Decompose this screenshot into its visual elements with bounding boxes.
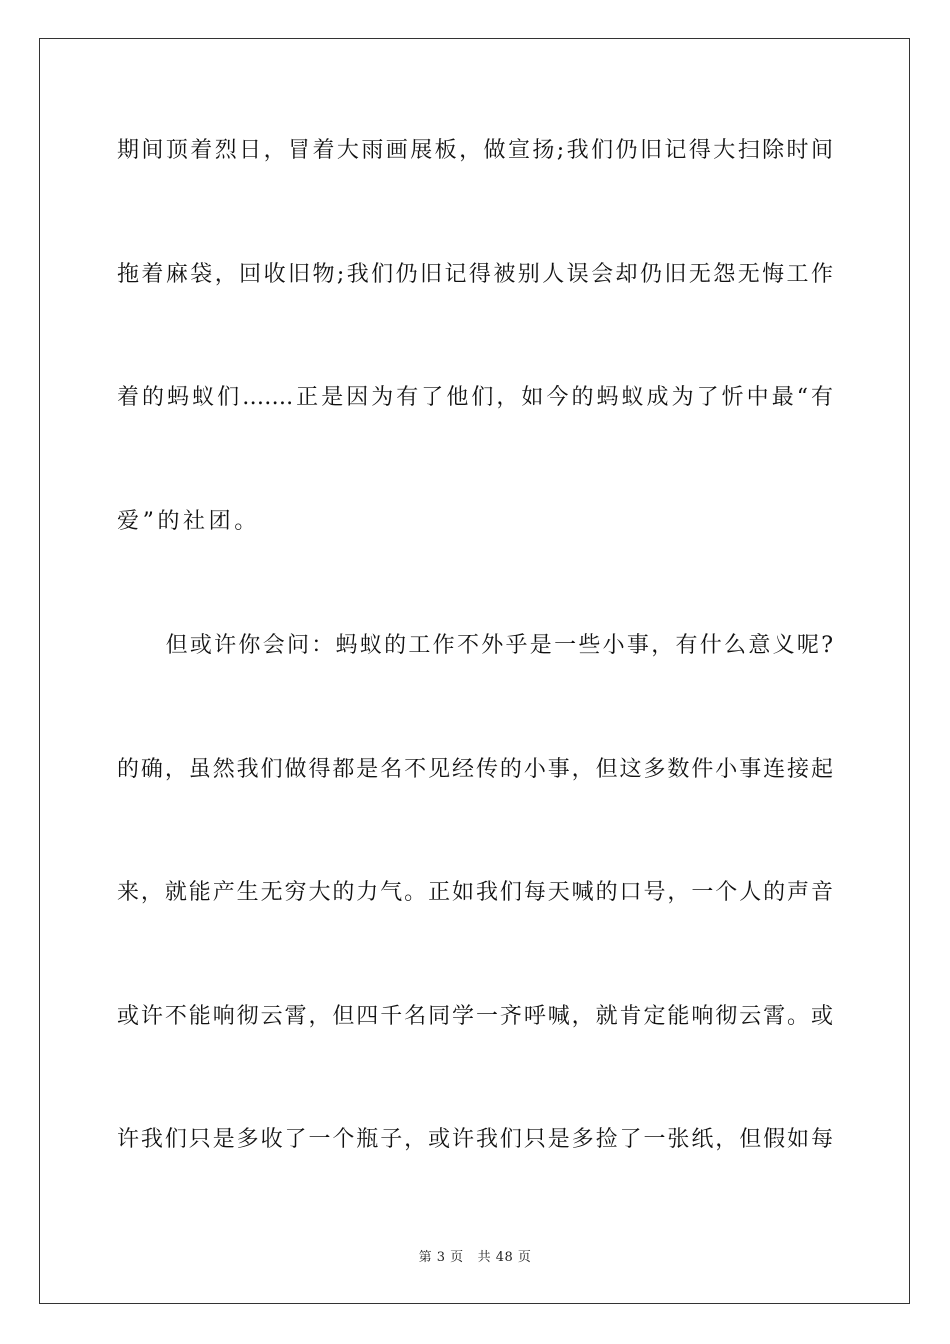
page-footer [0,1250,950,1266]
page-frame [39,38,910,1304]
body-line-2: 拖着麻袋，回收旧物;我们仍旧记得被别人误会却仍旧无怨无悔工作 [117,262,833,287]
body-line-7: 来，就能产生无穷大的力气。正如我们每天喊的口号，一个人的声音 [117,880,833,905]
body-line-5: 但或许你会问：蚂蚁的工作不外乎是一些小事，有什么意义呢? [117,633,833,658]
page-number: 第 3 页 [418,1250,464,1265]
body-line-8: 或许不能响彻云霄，但四千名同学一齐呼喊，就肯定能响彻云霄。或 [117,1004,833,1029]
body-line-3: 着的蚂蚁们…….正是因为有了他们，如今的蚂蚁成为了忻中最“有 [117,385,833,410]
body-line-4: 爱”的社团。 [117,509,260,534]
body-line-1: 期间顶着烈日，冒着大雨画展板，做宣扬;我们仍旧记得大扫除时间 [117,138,833,163]
total-pages: 共 48 页 [477,1250,532,1265]
body-line-6: 的确，虽然我们做得都是名不见经传的小事，但这多数件小事连接起 [117,757,833,782]
body-line-9: 许我们只是多收了一个瓶子，或许我们只是多捡了一张纸，但假如每 [117,1127,833,1152]
